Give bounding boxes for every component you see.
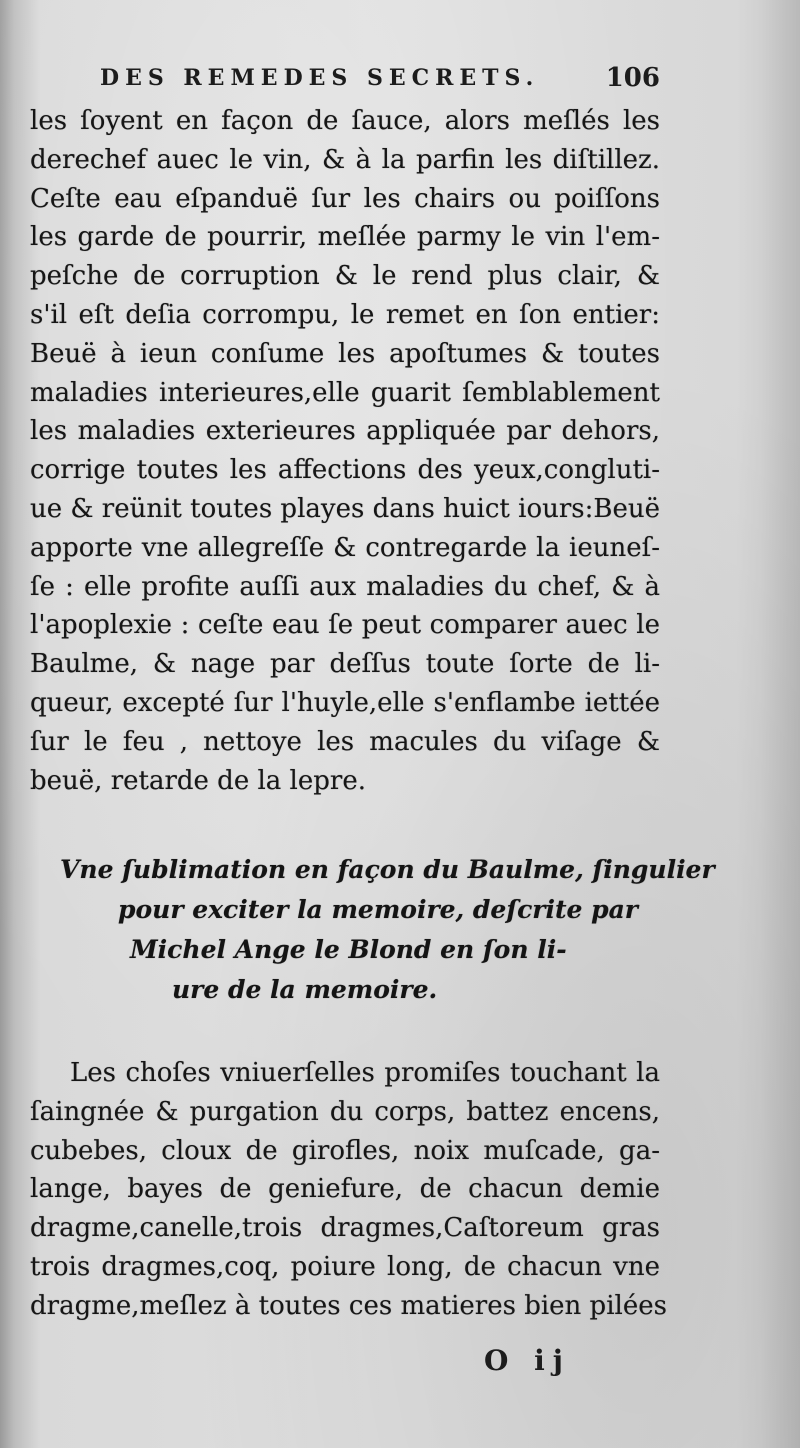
text-line: lange, bayes de geniefure, de chacun demie <box>30 1174 660 1205</box>
text-line: dragme,meſlez à toutes ces matieres bien pilées <box>30 1290 667 1321</box>
text-line: les maladies exterieures appliquée par dehors, <box>30 416 660 447</box>
text-line: l'apoplexie : ceſte eau ſe peut comparer auec le <box>30 610 660 641</box>
text-line: derechef auec le vin, & à la parfin les diſtillez. <box>30 144 660 175</box>
text-line: maladies interieures,elle guarit ſemblablement <box>30 377 660 408</box>
signature-mark: O ij <box>484 1344 571 1377</box>
paragraph-remedy-water <box>30 102 660 800</box>
text-line: beuë, retarde de la lepre. <box>30 765 366 796</box>
section-heading <box>60 850 715 1010</box>
text-line: corrige toutes les affections des yeux,congluti- <box>30 455 660 486</box>
text-line: queur, excepté ſur l'huyle,elle s'enflambe iettée <box>30 687 660 718</box>
heading-line: ure de la memoire. <box>172 975 438 1004</box>
text-line: Les choſes vniuerſelles promiſes touchant la <box>70 1058 660 1088</box>
text-line: ſaingnée & purgation du corps, battez encens, <box>30 1096 660 1127</box>
heading-line: Michel Ange le Blond en ſon li- <box>130 935 567 964</box>
running-head <box>100 58 660 98</box>
text-line: apporte vne allegreſſe & contregarde la ieuneſ- <box>30 532 660 563</box>
page-number: 106 <box>605 63 660 93</box>
text-line: trois dragmes,coq, poiure long, de chacun vne <box>30 1251 660 1282</box>
heading-line: Vne ſublimation en façon du Baulme, ſingulier <box>60 855 715 884</box>
text-line: Ceſte eau eſpanduë ſur les chairs ou poiſſons <box>30 183 660 214</box>
text-line: s'il eſt deſia corrompu, le remet en ſon entier: <box>30 299 660 330</box>
page-edge-shadow <box>760 0 800 1448</box>
text-line: ſur le feu , nettoye les macules du viſage & <box>30 726 660 757</box>
heading-line: pour exciter la memoire, deſcrite par <box>118 895 638 924</box>
text-line: Baulme, & nage par deſſus toute ſorte de li- <box>30 649 660 680</box>
text-line: dragme,canelle,trois dragmes,Caſtoreum gras <box>30 1213 660 1244</box>
text-line: Beuë à ieun conſume les apoſtumes & toutes <box>30 338 660 369</box>
text-line: ue & reünit toutes playes dans huict iours:Beuë <box>30 493 661 524</box>
text-line: ſe : elle profite auſſi aux maladies du chef, & à <box>30 571 660 602</box>
text-line: les garde de pourrir, meſlée parmy le vin l'em- <box>30 222 660 253</box>
text-line: cubebes, cloux de girofles, noix muſcade, ga- <box>30 1135 660 1166</box>
text-line: peſche de corruption & le rend plus clair, & <box>30 261 660 292</box>
paragraph-sublimation-recipe <box>30 1054 667 1326</box>
text-line: les ſoyent en façon de ſauce, alors meſlés les <box>30 106 660 136</box>
running-title: DES REMEDES SECRETS. <box>100 65 540 91</box>
